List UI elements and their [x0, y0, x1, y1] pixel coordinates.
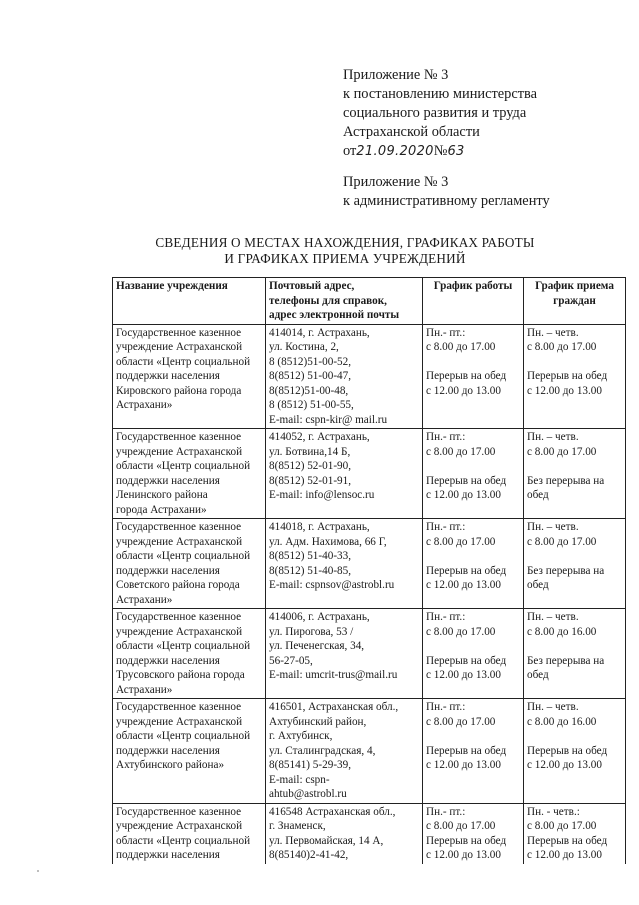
address-cell [266, 519, 423, 609]
header-reception-schedule [524, 278, 626, 325]
reception-line: Пн. - четв.: [527, 805, 580, 818]
address-line: 416501, Астраханская обл., [269, 701, 399, 713]
annex-title: Приложение № 3 [343, 67, 449, 83]
work-line: с 12.00 до 13.00 [426, 489, 501, 501]
spacer-line [426, 355, 520, 370]
reception-line: обед [527, 669, 549, 681]
spacer-line [527, 729, 622, 744]
work-line: с 8.00 до 17.00 [426, 820, 496, 832]
name-line: поддержки населения [116, 370, 220, 382]
name-line: Государственное казенное [116, 326, 242, 339]
work-line: Перерыв на обед [426, 370, 507, 382]
address-line: г. Знаменск, [269, 820, 326, 832]
header-name: Название учреждения [113, 278, 266, 325]
name-line: Государственное казенное [116, 701, 242, 713]
work-line: с 8.00 до 17.00 [426, 715, 496, 728]
name-line: Кировского района города [116, 384, 242, 397]
address-line: ул. Сталинградская, 4, [269, 744, 376, 757]
address-line: ул. Первомайская, 14 А, [269, 834, 384, 847]
name-line: учреждение Астраханской [116, 715, 243, 728]
document-title [90, 235, 600, 267]
work-schedule-cell [423, 609, 524, 699]
work-line: Перерыв на обед [426, 564, 507, 577]
address-line: 414018, г. Астрахань, [269, 521, 370, 533]
scan-speck [37, 870, 39, 872]
name-line: поддержки населения [116, 564, 220, 577]
table-header-row [113, 278, 626, 325]
name-line: города Астрахани» [116, 503, 207, 516]
name-line: Советского района города [116, 579, 240, 591]
name-line: Государственное казенное [116, 805, 242, 818]
spacer-line [527, 459, 622, 474]
address-line: 414014, г. Астрахань, [269, 326, 370, 339]
table-row [113, 324, 626, 429]
name-line: поддержки населения [116, 744, 220, 757]
spacer-line [527, 549, 622, 564]
name-line: поддержки населения [116, 654, 220, 667]
name-line: Государственное казенное [116, 521, 242, 533]
work-schedule-cell [423, 519, 524, 609]
address-line: ул. Печенегская, 34, [269, 640, 365, 652]
reception-line: с 12.00 до 13.00 [527, 849, 602, 861]
number-prefix: № [433, 143, 448, 159]
work-line: Перерыв на обед [426, 654, 507, 667]
spacer-line [426, 549, 520, 564]
institution-name-cell [113, 803, 266, 864]
spacer-line [426, 459, 520, 474]
reception-line: Перерыв на обед [527, 744, 608, 757]
reception-line: с 8.00 до 16.00 [527, 715, 597, 728]
address-cell [266, 609, 423, 699]
work-line: с 8.00 до 17.00 [426, 341, 496, 353]
work-schedule-cell [423, 429, 524, 519]
institution-name-cell [113, 519, 266, 609]
work-line: с 8.00 до 17.00 [426, 535, 496, 548]
name-line: учреждение Астраханской [116, 820, 243, 832]
work-line: Пн.- пт.: [426, 431, 466, 443]
institution-name-cell [113, 429, 266, 519]
name-line: Государственное казенное [116, 431, 242, 443]
table-row [113, 803, 626, 864]
address-line: Ахтубинский район, [269, 715, 367, 728]
address-line: 414052, г. Астрахань, [269, 431, 370, 443]
date-prefix: от [343, 143, 357, 159]
address-cell [266, 429, 423, 519]
work-line: с 8.00 до 17.00 [426, 625, 496, 638]
work-line: с 8.00 до 17.00 [426, 445, 496, 458]
header-address-line: Почтовый адрес, [269, 280, 355, 292]
reception-line: Пн. – четв. [527, 521, 579, 533]
reception-line: Перерыв на обед [527, 834, 608, 847]
work-line: Пн.- пт.: [426, 805, 466, 818]
address-cell [266, 324, 423, 429]
table-row [113, 519, 626, 609]
institution-name-cell [113, 324, 266, 429]
reception-line: обед [527, 579, 549, 591]
reception-line: Пн. – четв. [527, 326, 579, 339]
name-line: поддержки населения [116, 474, 220, 487]
address-line: ahtub@astrobl.ru [269, 788, 347, 800]
address-line: ул. Ботвина,14 Б, [269, 445, 351, 458]
reception-line: Без перерыва на [527, 654, 605, 667]
address-line: 56-27-05, [269, 654, 313, 667]
reception-line: с 12.00 до 13.00 [527, 384, 602, 397]
annex-header-regulation [343, 173, 623, 211]
reception-line: Пн. – четв. [527, 701, 579, 713]
address-line: E-mail: cspn- [269, 773, 330, 786]
reception-line: Без перерыва на [527, 564, 605, 577]
address-cell [266, 699, 423, 804]
address-line: ул. Пирогова, 53 / [269, 625, 354, 638]
header-address [266, 278, 423, 325]
work-line: Пн.- пт.: [426, 701, 466, 713]
address-line: 414006, г. Астрахань, [269, 611, 370, 623]
reception-line: обед [527, 489, 549, 501]
name-line: области «Центр социальной [116, 355, 251, 368]
name-line: Ленинского района [116, 489, 208, 501]
spacer-line [426, 639, 520, 654]
work-line: с 12.00 до 13.00 [426, 579, 501, 591]
work-schedule-cell [423, 324, 524, 429]
table-row [113, 609, 626, 699]
work-line: Пн.- пт.: [426, 521, 466, 533]
name-line: учреждение Астраханской [116, 625, 243, 638]
name-line: Астрахани» [116, 683, 173, 696]
address-line: г. Ахтубинск, [269, 730, 333, 742]
name-line: области «Центр социальной [116, 640, 251, 652]
annex-header-decree [343, 66, 623, 161]
header-reception-line: граждан [553, 294, 596, 307]
name-line: Трусовского района города [116, 669, 245, 681]
reception-line: с 8.00 до 17.00 [527, 341, 597, 353]
reception-line: с 8.00 до 17.00 [527, 445, 597, 458]
reception-schedule-cell [524, 699, 626, 804]
name-line: области «Центр социальной [116, 834, 251, 847]
address-line: E-mail: cspn-kir@ mail.ru [269, 413, 388, 426]
table-row [113, 429, 626, 519]
reception-line: Перерыв на обед [527, 370, 608, 382]
reception-line: с 8.00 до 17.00 [527, 820, 597, 832]
address-line: 416548 Астраханская обл., [269, 805, 396, 818]
reception-line: Пн. – четв. [527, 611, 579, 623]
header-reception-line: График приема [535, 280, 614, 292]
address-line: 8(8512) 52-01-90, [269, 460, 352, 472]
work-line: Перерыв на обед [426, 744, 507, 757]
reception-schedule-cell [524, 429, 626, 519]
handwritten-number: 63 [447, 144, 465, 159]
institutions-table [112, 277, 626, 864]
annex-line: социального развития и труда [343, 105, 527, 121]
spacer-line [426, 729, 520, 744]
reception-schedule-cell [524, 609, 626, 699]
name-line: Астрахани» [116, 593, 173, 606]
address-line: 8(8512) 51-00-47, [269, 370, 352, 382]
header-address-line: телефоны для справок, [269, 294, 387, 307]
header-address-line: адрес электронной почты [269, 309, 400, 321]
name-line: Ахтубинского района» [116, 759, 225, 771]
table-row [113, 699, 626, 804]
spacer-line [527, 639, 622, 654]
name-line: области «Центр социальной [116, 460, 251, 472]
work-line: Пн.- пт.: [426, 326, 466, 339]
reception-line: Без перерыва на [527, 474, 605, 487]
name-line: учреждение Астраханской [116, 445, 243, 458]
address-line: 8(85141) 5-29-39, [269, 759, 352, 771]
address-line: 8(8512) 51-40-33, [269, 550, 352, 562]
institution-name-cell [113, 609, 266, 699]
address-line: 8 (8512) 51-00-55, [269, 399, 354, 411]
work-line: с 12.00 до 13.00 [426, 759, 501, 771]
reception-line: с 8.00 до 17.00 [527, 535, 597, 548]
address-cell [266, 803, 423, 864]
address-line: 8(8512)51-00-48, [269, 384, 349, 397]
name-line: поддержки населения [116, 849, 220, 861]
reception-line: с 8.00 до 16.00 [527, 625, 597, 638]
work-schedule-cell [423, 699, 524, 804]
annex-line: Астраханской области [343, 124, 480, 140]
reception-schedule-cell [524, 324, 626, 429]
address-line: E-mail: umcrit-trus@mail.ru [269, 669, 398, 681]
address-line: ул. Адм. Нахимова, 66 Г, [269, 535, 387, 548]
work-line: Перерыв на обед [426, 474, 507, 487]
reception-line: Пн. – четв. [527, 431, 579, 443]
work-line: Перерыв на обед [426, 834, 507, 847]
header-work-schedule: График работы [423, 278, 524, 325]
address-line: ул. Костина, 2, [269, 341, 339, 353]
address-line: E-mail: info@lensoc.ru [269, 489, 375, 501]
reception-schedule-cell [524, 803, 626, 864]
name-line: Государственное казенное [116, 611, 242, 623]
title-line: СВЕДЕНИЯ О МЕСТАХ НАХОЖДЕНИЯ, ГРАФИКАХ РАБОТЫ [155, 235, 535, 250]
work-line: Пн.- пт.: [426, 611, 466, 623]
name-line: Астрахани» [116, 399, 173, 411]
institution-name-cell [113, 699, 266, 804]
address-line: 8 (8512)51-00-52, [269, 355, 352, 368]
work-line: с 12.00 до 13.00 [426, 384, 501, 397]
name-line: учреждение Астраханской [116, 341, 243, 353]
address-line: E-mail: cspnsov@astrobl.ru [269, 579, 395, 591]
name-line: учреждение Астраханской [116, 535, 243, 548]
work-line: с 12.00 до 13.00 [426, 669, 501, 681]
title-line: И ГРАФИКАХ ПРИЕМА УЧРЕЖДЕНИЙ [224, 251, 466, 266]
address-line: 8(8512) 52-01-91, [269, 474, 352, 487]
spacer-line [527, 355, 622, 370]
address-line: 8(85140)2-41-42, [269, 849, 349, 861]
work-schedule-cell [423, 803, 524, 864]
annex-line: к постановлению министерства [343, 86, 538, 102]
reception-line: с 12.00 до 13.00 [527, 759, 602, 771]
handwritten-date: 21.09.2020 [356, 144, 434, 159]
annex-date-line [343, 142, 623, 161]
reception-schedule-cell [524, 519, 626, 609]
annex-line: к административному регламенту [343, 193, 550, 209]
annex-title: Приложение № 3 [343, 174, 449, 190]
name-line: области «Центр социальной [116, 730, 251, 742]
address-line: 8(8512) 51-40-85, [269, 564, 352, 577]
name-line: области «Центр социальной [116, 550, 251, 562]
work-line: с 12.00 до 13.00 [426, 849, 501, 861]
